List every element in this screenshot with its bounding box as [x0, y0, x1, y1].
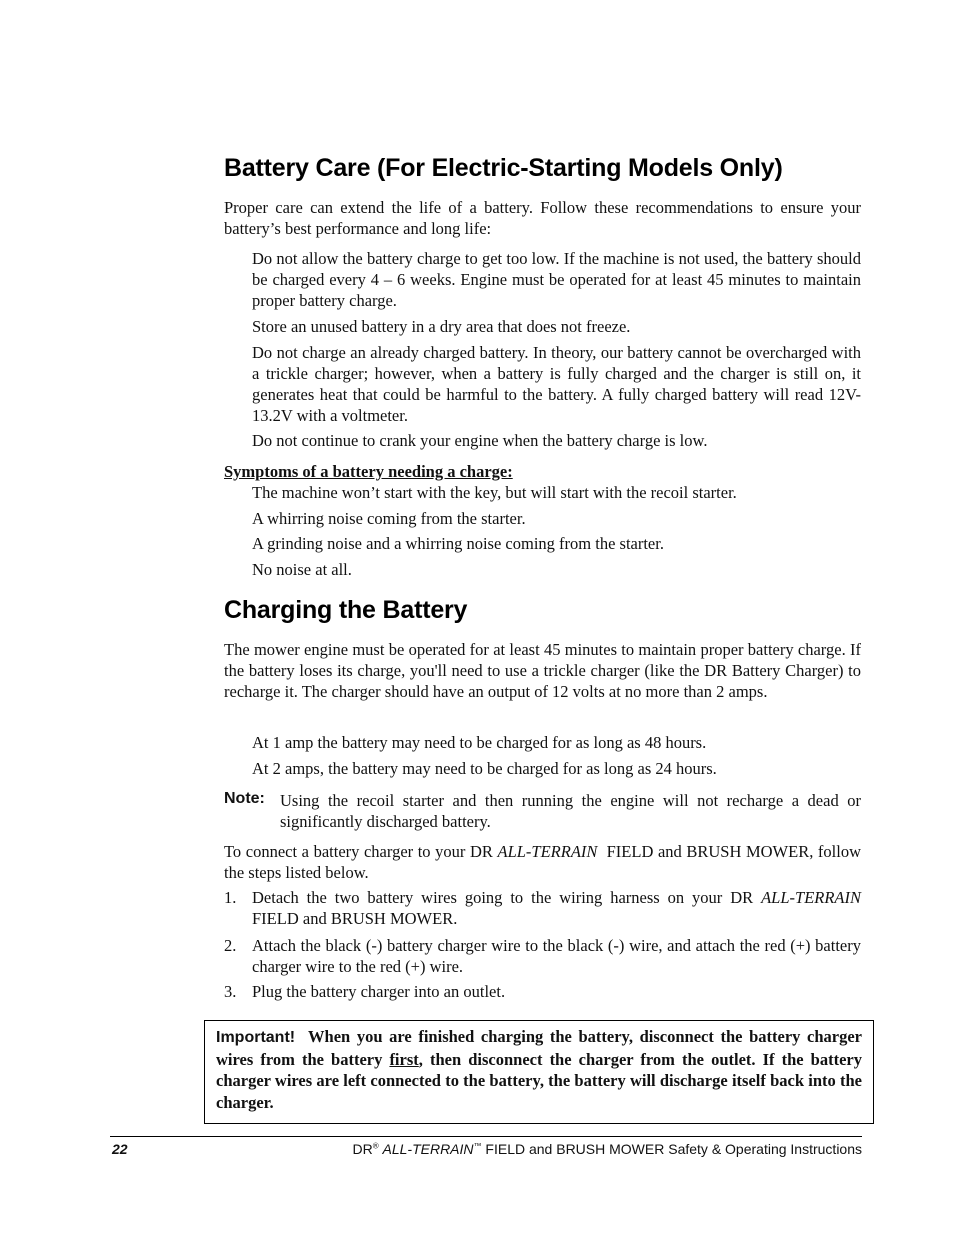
care-item-1: Do not allow the battery charge to get too low. If the machine is not used, the battery should be charged every 4 – 6 weeks. Engine must be operated for at least 45 minutes to maintain proper battery charge. [252, 249, 861, 310]
battery-care-intro: Proper care can extend the life of a battery. Follow these recommendations to ensure your battery’s best performance and long life: [224, 198, 861, 238]
charging-intro: The mower engine must be operated for at least 45 minutes to maintain proper battery charge. If the battery loses its charge, you'll need to use a trickle charger (like the DR Battery Charger) to recharge it. The charger should have an output of 12 volts at no more than 2 amps. [224, 640, 861, 701]
important-label: Important! [216, 1029, 296, 1046]
product-name-italic: ALL-TERRAIN [497, 842, 598, 861]
care-item-2: Store an unused battery in a dry area that does not freeze. [252, 317, 631, 336]
step-1: Detach the two battery wires going to the wiring harness on your DR ALL-TERRAIN FIELD and BRUSH MOWER. [252, 888, 862, 928]
note-label: Note: [224, 790, 265, 807]
care-item-3: Do not charge an already charged battery. In theory, our battery cannot be overcharged with a trickle charger; however, when a battery is fully charged and the charger is still on, it generates heat that could be harmful to the battery. A fully charged battery will read 12V-13.2V with a voltmeter. [252, 343, 861, 425]
step-number-1: 1. [224, 888, 237, 907]
symptom-item-2: A whirring noise coming from the starter. [252, 509, 526, 528]
symptom-item-3: A grinding noise and a whirring noise coming from the starter. [252, 534, 664, 553]
symptoms-heading: Symptoms of a battery needing a charge: [224, 462, 513, 481]
connect-intro: To connect a battery charger to your DR ALL-TERRAIN FIELD and BRUSH MOWER, follow the steps listed below. [224, 842, 862, 882]
step-2: Attach the black (-) battery charger wire to the black (-) wire, and attach the red (+) battery charger wire to the red (+) wire. [252, 936, 861, 976]
section-heading-charging: Charging the Battery [224, 596, 468, 624]
symptom-item-4: No noise at all. [252, 560, 352, 579]
symptom-item-1: The machine won’t start with the key, but will start with the recoil starter. [252, 483, 737, 502]
charging-rate-1: At 1 amp the battery may need to be charged for as long as 48 hours. [252, 733, 707, 752]
charging-rate-2: At 2 amps, the battery may need to be charged for as long as 24 hours. [252, 759, 717, 778]
note-text: Using the recoil starter and then running the engine will not recharge a dead or significantly discharged battery. [280, 791, 861, 831]
step-number-3: 3. [224, 982, 237, 1001]
care-item-4: Do not continue to crank your engine when the battery charge is low. [252, 431, 708, 450]
section-heading-battery-care: Battery Care (For Electric-Starting Models Only) [224, 154, 783, 182]
footer-divider [110, 1136, 862, 1137]
step-number-2: 2. [224, 936, 237, 955]
footer-title: DR® ALL-TERRAIN™ FIELD and BRUSH MOWER Safety & Operating Instructions [352, 1141, 862, 1157]
important-callout-text: Important! When you are finished charging the battery, disconnect the battery charger wires from the battery first, then disconnect the charger from the outlet. If the battery charger wires are left connected to the battery, the battery will discharge itself back into the charger. [216, 1027, 862, 1112]
step-3: Plug the battery charger into an outlet. [252, 982, 506, 1001]
page-number: 22 [112, 1141, 128, 1157]
